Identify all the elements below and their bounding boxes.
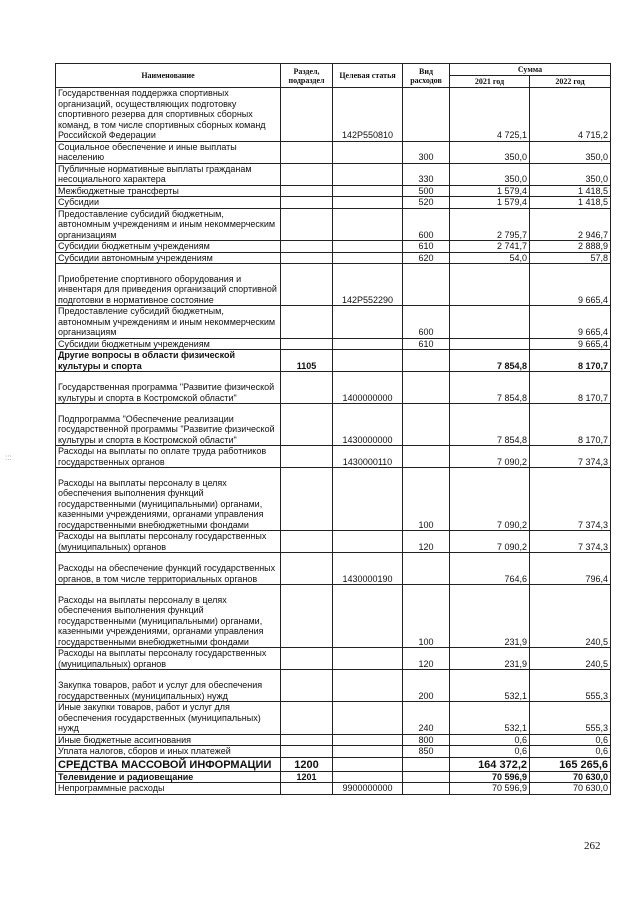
row-name-cell: Непрограммные расходы	[56, 783, 281, 795]
row-kind-cell: 200	[403, 670, 450, 702]
row-sum-2021-cell: 7 854,8	[450, 404, 530, 446]
row-sum-2022-cell: 555,3	[530, 702, 611, 735]
row-sum-2021-cell: 0,6	[450, 746, 530, 758]
row-section-cell	[281, 404, 333, 446]
row-section-cell	[281, 185, 333, 197]
row-section-cell	[281, 264, 333, 306]
row-section-cell	[281, 372, 333, 404]
table-body	[56, 88, 611, 795]
table-row	[56, 585, 611, 648]
row-sum-2021-cell	[450, 338, 530, 350]
row-kind-cell: 600	[403, 306, 450, 339]
row-kind-cell: 100	[403, 585, 450, 648]
row-sum-2022-cell: 7 374,3	[530, 531, 611, 553]
budget-table	[55, 63, 611, 795]
page-number: 262	[584, 840, 601, 852]
row-name-cell: Приобретение спортивного оборудования и инвентаря для приведения организаций спортивной подготовки в нормативное состояние	[56, 264, 281, 306]
row-kind-cell: 610	[403, 241, 450, 253]
row-section-cell	[281, 702, 333, 735]
row-section-cell	[281, 746, 333, 758]
row-target-cell	[333, 338, 403, 350]
table-row	[56, 350, 611, 372]
row-sum-2021-cell: 2 795,7	[450, 208, 530, 241]
row-kind-cell: 330	[403, 163, 450, 185]
row-sum-2022-cell: 70 630,0	[530, 771, 611, 783]
row-section-cell	[281, 197, 333, 209]
row-section-cell	[281, 585, 333, 648]
row-name-cell: Субсидии автономным учреждениям	[56, 252, 281, 264]
row-sum-2022-cell: 2 946,7	[530, 208, 611, 241]
table-row	[56, 241, 611, 253]
row-sum-2022-cell: 7 374,3	[530, 446, 611, 468]
row-section-cell	[281, 141, 333, 163]
table-row	[56, 163, 611, 185]
row-section-cell	[281, 734, 333, 746]
row-name-cell: Субсидии бюджетным учреждениям	[56, 241, 281, 253]
row-sum-2021-cell: 164 372,2	[450, 757, 530, 771]
row-kind-cell	[403, 350, 450, 372]
row-section-cell	[281, 88, 333, 142]
row-section-cell	[281, 252, 333, 264]
row-target-cell: 142Р552290	[333, 264, 403, 306]
row-target-cell: 1400000000	[333, 372, 403, 404]
row-target-cell: 9900000000	[333, 783, 403, 795]
row-name-cell: Расходы на выплаты персоналу государственных (муниципальных) органов	[56, 531, 281, 553]
row-target-cell	[333, 648, 403, 670]
row-sum-2022-cell: 350,0	[530, 141, 611, 163]
row-target-cell	[333, 771, 403, 783]
row-target-cell	[333, 197, 403, 209]
header-target: Целевая статья	[333, 64, 403, 88]
row-name-cell: Государственная программа "Развитие физической культуры и спорта в Костромской области"	[56, 372, 281, 404]
row-target-cell	[333, 185, 403, 197]
header-year-2021: 2021 год	[450, 76, 530, 88]
row-name-cell: Субсидии	[56, 197, 281, 209]
row-sum-2022-cell: 0,6	[530, 734, 611, 746]
row-kind-cell: 100	[403, 468, 450, 531]
row-section-cell: 1200	[281, 757, 333, 771]
table-row	[56, 771, 611, 783]
table-row	[56, 446, 611, 468]
row-name-cell: Расходы на выплаты персоналу в целях обеспечения выполнения функций государственными (муниципальными) органами, казенными учреждениями, органами управления государственными внебюджетными фондами	[56, 585, 281, 648]
table-row	[56, 783, 611, 795]
row-sum-2022-cell: 240,5	[530, 585, 611, 648]
row-sum-2022-cell: 8 170,7	[530, 350, 611, 372]
table-row	[56, 648, 611, 670]
row-name-cell: Публичные нормативные выплаты гражданам несоциального характера	[56, 163, 281, 185]
row-sum-2021-cell: 231,9	[450, 585, 530, 648]
row-name-cell: Закупка товаров, работ и услуг для обеспечения государственных (муниципальных) нужд	[56, 670, 281, 702]
row-sum-2021-cell: 7 090,2	[450, 531, 530, 553]
table-row	[56, 372, 611, 404]
row-sum-2021-cell: 231,9	[450, 648, 530, 670]
row-sum-2022-cell: 350,0	[530, 163, 611, 185]
row-kind-cell	[403, 771, 450, 783]
table-row	[56, 553, 611, 585]
row-sum-2022-cell: 1 418,5	[530, 185, 611, 197]
row-sum-2022-cell: 0,6	[530, 746, 611, 758]
row-sum-2022-cell: 796,4	[530, 553, 611, 585]
row-target-cell	[333, 531, 403, 553]
table-row	[56, 404, 611, 446]
row-sum-2021-cell	[450, 306, 530, 339]
row-section-cell	[281, 670, 333, 702]
row-sum-2021-cell: 532,1	[450, 670, 530, 702]
row-name-cell: Предоставление субсидий бюджетным, автономным учреждениям и иным некоммерческим организациям	[56, 306, 281, 339]
table-row	[56, 670, 611, 702]
row-sum-2021-cell: 7 090,2	[450, 468, 530, 531]
row-name-cell: Государственная поддержка спортивных организаций, осуществляющих подготовку спортивного резерва для спортивных сборных команд, в том числе спортивных сборных команд Российской Федерации	[56, 88, 281, 142]
row-kind-cell	[403, 372, 450, 404]
row-kind-cell	[403, 404, 450, 446]
row-name-cell: Социальное обеспечение и иные выплаты населению	[56, 141, 281, 163]
row-target-cell	[333, 306, 403, 339]
table-row	[56, 306, 611, 339]
table-row	[56, 531, 611, 553]
row-sum-2022-cell: 240,5	[530, 648, 611, 670]
row-target-cell: 1430000110	[333, 446, 403, 468]
row-sum-2022-cell: 555,3	[530, 670, 611, 702]
row-sum-2021-cell: 70 596,9	[450, 771, 530, 783]
row-section-cell	[281, 531, 333, 553]
row-sum-2021-cell: 1 579,4	[450, 185, 530, 197]
row-kind-cell: 500	[403, 185, 450, 197]
row-section-cell	[281, 783, 333, 795]
row-sum-2021-cell: 7 854,8	[450, 350, 530, 372]
row-section-cell	[281, 306, 333, 339]
row-sum-2021-cell: 532,1	[450, 702, 530, 735]
row-sum-2022-cell: 7 374,3	[530, 468, 611, 531]
row-target-cell	[333, 208, 403, 241]
table-row	[56, 197, 611, 209]
row-kind-cell: 610	[403, 338, 450, 350]
row-kind-cell	[403, 446, 450, 468]
row-target-cell	[333, 141, 403, 163]
row-section-cell	[281, 553, 333, 585]
row-section-cell	[281, 208, 333, 241]
row-sum-2022-cell: 9 665,4	[530, 338, 611, 350]
row-kind-cell	[403, 783, 450, 795]
row-sum-2022-cell: 1 418,5	[530, 197, 611, 209]
scan-mark: :::	[5, 453, 12, 462]
row-name-cell: Другие вопросы в области физической культуры и спорта	[56, 350, 281, 372]
row-target-cell	[333, 746, 403, 758]
table-row	[56, 185, 611, 197]
row-sum-2021-cell: 7 854,8	[450, 372, 530, 404]
table-row	[56, 468, 611, 531]
row-target-cell	[333, 350, 403, 372]
row-sum-2021-cell: 4 725,1	[450, 88, 530, 142]
table-row	[56, 264, 611, 306]
row-target-cell	[333, 585, 403, 648]
row-name-cell: Межбюджетные трансферты	[56, 185, 281, 197]
row-section-cell: 1201	[281, 771, 333, 783]
header-sum: Сумма	[450, 64, 611, 76]
row-section-cell	[281, 338, 333, 350]
table-row	[56, 746, 611, 758]
row-target-cell	[333, 163, 403, 185]
row-kind-cell	[403, 264, 450, 306]
row-name-cell: Расходы на выплаты персоналу государственных (муниципальных) органов	[56, 648, 281, 670]
row-target-cell	[333, 734, 403, 746]
row-sum-2021-cell	[450, 264, 530, 306]
row-target-cell	[333, 252, 403, 264]
row-kind-cell: 300	[403, 141, 450, 163]
row-section-cell	[281, 468, 333, 531]
header-year-2022: 2022 год	[530, 76, 611, 88]
table-row	[56, 734, 611, 746]
row-kind-cell: 120	[403, 648, 450, 670]
table-row	[56, 141, 611, 163]
row-sum-2022-cell: 2 888,9	[530, 241, 611, 253]
row-sum-2021-cell: 350,0	[450, 141, 530, 163]
row-target-cell: 1430000000	[333, 404, 403, 446]
row-kind-cell	[403, 88, 450, 142]
row-name-cell: СРЕДСТВА МАССОВОЙ ИНФОРМАЦИИ	[56, 757, 281, 771]
table-row	[56, 338, 611, 350]
row-name-cell: Субсидии бюджетным учреждениям	[56, 338, 281, 350]
row-name-cell: Предоставление субсидий бюджетным, автономным учреждениям и иным некоммерческим организациям	[56, 208, 281, 241]
table-header	[56, 64, 611, 88]
row-sum-2021-cell: 0,6	[450, 734, 530, 746]
row-kind-cell: 850	[403, 746, 450, 758]
row-sum-2021-cell: 54,0	[450, 252, 530, 264]
row-name-cell: Иные закупки товаров, работ и услуг для обеспечения государственных (муниципальных) нужд	[56, 702, 281, 735]
row-sum-2021-cell: 350,0	[450, 163, 530, 185]
row-sum-2022-cell: 9 665,4	[530, 306, 611, 339]
row-target-cell	[333, 702, 403, 735]
header-name: Наименование	[56, 64, 281, 88]
row-section-cell	[281, 648, 333, 670]
row-kind-cell	[403, 553, 450, 585]
row-section-cell	[281, 241, 333, 253]
row-target-cell: 142Р550810	[333, 88, 403, 142]
table-row	[56, 208, 611, 241]
row-kind-cell: 620	[403, 252, 450, 264]
row-kind-cell: 800	[403, 734, 450, 746]
table-row	[56, 757, 611, 771]
header-kind: Вид расходов	[403, 64, 450, 88]
row-target-cell	[333, 670, 403, 702]
row-name-cell: Телевидение и радиовещание	[56, 771, 281, 783]
row-name-cell: Расходы на выплаты персоналу в целях обеспечения выполнения функций государственными (муниципальными) органами, казенными учреждениями, органами управления государственными внебюджетными фондами	[56, 468, 281, 531]
row-name-cell: Иные бюджетные ассигнования	[56, 734, 281, 746]
row-kind-cell: 120	[403, 531, 450, 553]
row-section-cell	[281, 163, 333, 185]
row-target-cell	[333, 241, 403, 253]
row-sum-2021-cell: 764,6	[450, 553, 530, 585]
row-sum-2022-cell: 57,8	[530, 252, 611, 264]
row-sum-2021-cell: 1 579,4	[450, 197, 530, 209]
row-target-cell	[333, 757, 403, 771]
row-sum-2022-cell: 4 715,2	[530, 88, 611, 142]
row-sum-2022-cell: 70 630,0	[530, 783, 611, 795]
row-sum-2021-cell: 2 741,7	[450, 241, 530, 253]
row-name-cell: Уплата налогов, сборов и иных платежей	[56, 746, 281, 758]
row-target-cell: 1430000190	[333, 553, 403, 585]
table-row	[56, 252, 611, 264]
row-sum-2022-cell: 165 265,6	[530, 757, 611, 771]
row-kind-cell: 600	[403, 208, 450, 241]
row-kind-cell	[403, 757, 450, 771]
row-section-cell	[281, 446, 333, 468]
row-section-cell: 1105	[281, 350, 333, 372]
row-sum-2022-cell: 8 170,7	[530, 404, 611, 446]
row-kind-cell: 520	[403, 197, 450, 209]
table-row	[56, 88, 611, 142]
row-target-cell	[333, 468, 403, 531]
row-name-cell: Расходы на обеспечение функций государственных органов, в том числе территориальных органов	[56, 553, 281, 585]
row-sum-2022-cell: 9 665,4	[530, 264, 611, 306]
row-kind-cell: 240	[403, 702, 450, 735]
row-sum-2022-cell: 8 170,7	[530, 372, 611, 404]
header-section: Раздел, подраздел	[281, 64, 333, 88]
row-sum-2021-cell: 70 596,9	[450, 783, 530, 795]
row-name-cell: Подпрограмма "Обеспечение реализации государственной программы "Развитие физической культуры и спорта в Костромской области"	[56, 404, 281, 446]
table-row	[56, 702, 611, 735]
row-name-cell: Расходы на выплаты по оплате труда работников государственных органов	[56, 446, 281, 468]
row-sum-2021-cell: 7 090,2	[450, 446, 530, 468]
